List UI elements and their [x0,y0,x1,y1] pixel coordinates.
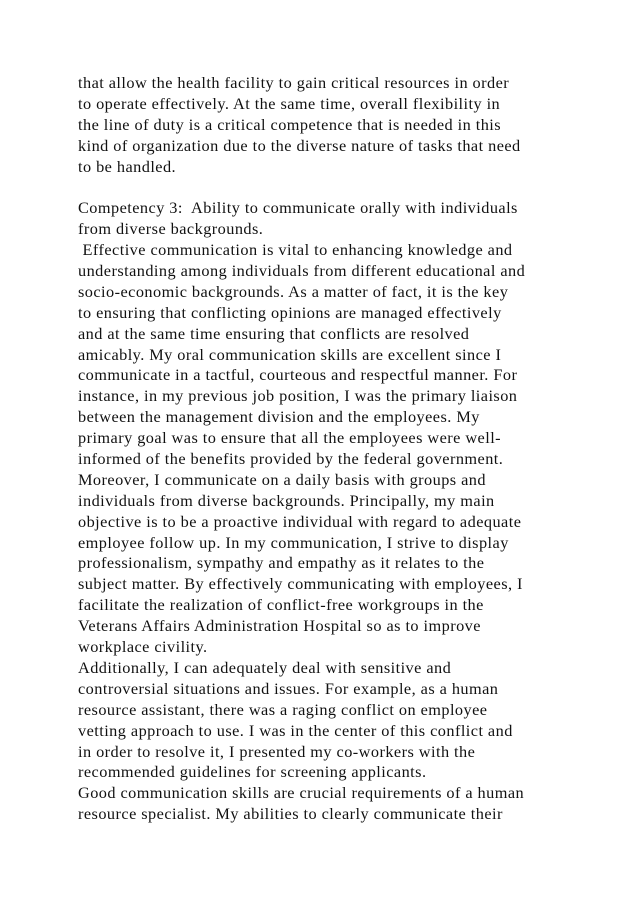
text-line: to be handled. [78,156,177,176]
text-line: to ensuring that conflicting opinions are managed effectively [78,302,502,322]
text-line: controversial situations and issues. For example, as a human [78,678,499,698]
text-line: understanding among individuals from different educational and [78,261,526,281]
text-line: to operate effectively. At the same time, overall flexibility in [78,93,501,113]
text-line: kind of organization due to the diverse nature of tasks that need [78,135,521,155]
text-line: resource specialist. My abilities to clearly communicate their [78,804,503,824]
text-line: Competency 3: Ability to communicate orally with individuals [78,198,518,218]
text-line: amicably. My oral communication skills are excellent since I [78,344,502,364]
blank-line [78,177,578,198]
text-line: socio-economic backgrounds. As a matter of fact, it is the key [78,281,509,301]
text-line: resource assistant, there was a raging conflict on employee [78,699,488,719]
text-line: Good communication skills are crucial requirements of a human [78,783,525,803]
text-line: Veterans Affairs Administration Hospital so as to improve [78,616,481,636]
document-body [78,73,578,825]
text-line: primary goal was to ensure that all the employees were well- [78,428,502,448]
text-line: between the management division and the employees. My [78,407,480,427]
text-line: individuals from diverse backgrounds. Principally, my main [78,490,495,510]
text-line: professionalism, sympathy and empathy as it relates to the [78,553,485,573]
text-line: Moreover, I communicate on a daily basis with groups and [78,469,486,489]
text-line: from diverse backgrounds. [78,219,264,239]
text-line: recommended guidelines for screening applicants. [78,762,427,782]
text-line: in order to resolve it, I presented my co-workers with the [78,741,476,761]
text-line: Effective communication is vital to enhancing knowledge and [78,240,513,260]
text-line: that allow the health facility to gain critical resources in order [78,73,510,92]
text-line: and at the same time ensuring that conflicts are resolved [78,323,470,343]
text-line: objective is to be a proactive individual with regard to adequate [78,511,522,531]
text-line: subject matter. By effectively communicating with employees, I [78,574,523,594]
text-line: employee follow up. In my communication, I strive to display [78,532,509,552]
text-line: instance, in my previous job position, I was the primary liaison [78,386,518,406]
text-line: vetting approach to use. I was in the center of this conflict and [78,720,513,740]
text-line: the line of duty is a critical competence that is needed in this [78,114,502,134]
text-line: Additionally, I can adequately deal with sensitive and [78,657,452,677]
text-line: facilitate the realization of conflict-free workgroups in the [78,595,484,615]
text-line: communicate in a tactful, courteous and respectful manner. For [78,365,518,385]
text-line: workplace civility. [78,637,208,657]
text-line: informed of the benefits provided by the federal government. [78,449,504,469]
